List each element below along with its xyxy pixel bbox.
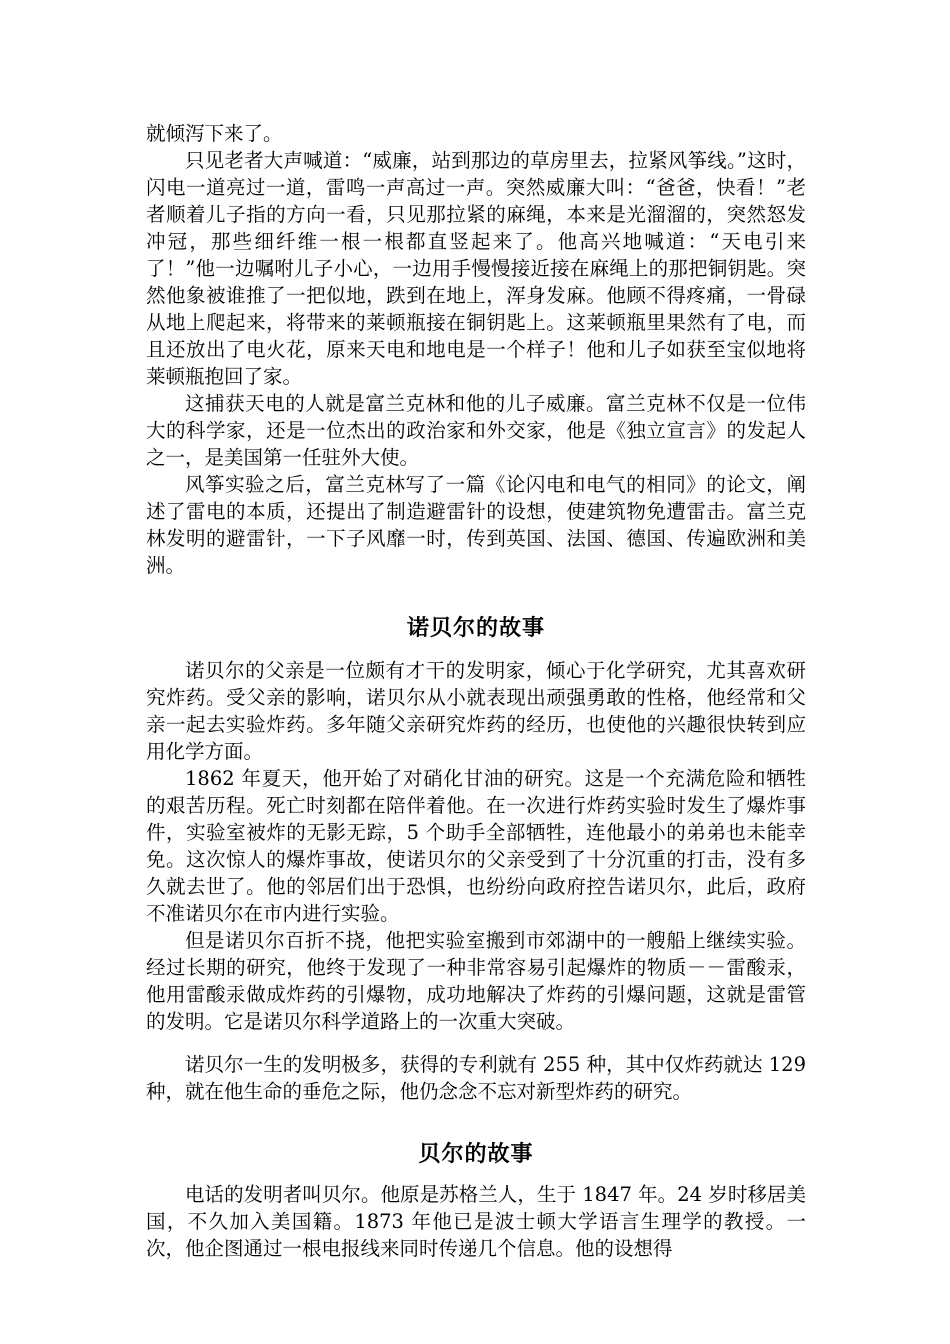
body-paragraph: 只见老者大声喊道：“威廉，站到那边的草房里去，拉紧风筝线。”这时，闪电一道亮过一道，雷鸣一声高过一声。突然威廉大叫：“爸爸，快看！”老者顺着儿子指的方向一看，只见那拉紧的麻绳，本来是光溜溜的，突然怒发冲冠，那些细纤维一根一根都直竖起来了。他高兴地喊道：“天电引来了！”他一边嘱咐儿子小心，一边用手慢慢接近接在麻绳上的那把铜钥匙。突然他象被谁推了一把似地，跌到在地上，浑身发麻。他顾不得疼痛，一骨碌从地上爬起来，将带来的莱顿瓶接在铜钥匙上。这莱顿瓶里果然有了电，而且还放出了电火花，原来天电和地电是一个样子！他和儿子如获至宝似地将莱顿瓶抱回了家。 bbox=[146, 149, 806, 388]
body-paragraph: 就倾泻下来了。 bbox=[146, 122, 283, 145]
section-title-nobel: 诺贝尔的故事 bbox=[406, 615, 545, 641]
section-title-bell: 贝尔的故事 bbox=[418, 1141, 534, 1167]
body-paragraph: 这捕获天电的人就是富兰克林和他的儿子威廉。富兰克林不仅是一位伟大的科学家，还是一位杰出的政治家和外交家，他是《独立宣言》的发起人之一，是美国第一任驻外大使。 bbox=[146, 392, 806, 469]
body-paragraph: 诺贝尔的父亲是一位颇有才干的发明家，倾心于化学研究，尤其喜欢研究炸药。受父亲的影响，诺贝尔从小就表现出顽强勇敢的性格，他经常和父亲一起去实验炸药。多年随父亲研究炸药的经历，也使他的兴趣很快转到应用化学方面。 bbox=[146, 659, 806, 763]
body-paragraph: 诺贝尔一生的发明极多，获得的专利就有 255 种，其中仅炸药就达 129 种，就在他生命的垂危之际，他仍念念不忘对新型炸药的研究。 bbox=[146, 1053, 806, 1103]
body-paragraph: 电话的发明者叫贝尔。他原是苏格兰人，生于 1847 年。24 岁时移居美国，不久加入美国籍。1873 年他已是波士顿大学语言生理学的教授。一次，他企图通过一根电报线来同时传递几个信息。他的设想得 bbox=[146, 1183, 806, 1260]
body-paragraph: 但是诺贝尔百折不挠，他把实验室搬到市郊湖中的一艘船上继续实验。经过长期的研究，他终于发现了一种非常容易引起爆炸的物质－－雷酸汞，他用雷酸汞做成炸药的引爆物，成功地解决了炸药的引爆问题，这就是雷管的发明。它是诺贝尔科学道路上的一次重大突破。 bbox=[146, 929, 806, 1033]
body-paragraph: 1862 年夏天，他开始了对硝化甘油的研究。这是一个充满危险和牺牲的艰苦历程。死亡时刻都在陪伴着他。在一次进行炸药实验时发生了爆炸事件，实验室被炸的无影无踪，5 个助手全部牺牲，连他最小的弟弟也未能幸免。这次惊人的爆炸事故，使诺贝尔的父亲受到了十分沉重的打击，没有多久就去世了。他的邻居们出于恐惧，也纷纷向政府控告诺贝尔，此后，政府不准诺贝尔在市内进行实验。 bbox=[146, 767, 806, 925]
body-paragraph: 风筝实验之后，富兰克林写了一篇《论闪电和电气的相同》的论文，阐述了雷电的本质，还提出了制造避雷针的设想，使建筑物免遭雷击。富兰克林发明的避雷针，一下子风靡一时，传到英国、法国、德国、传遍欧洲和美洲。 bbox=[146, 473, 806, 577]
document-page bbox=[146, 120, 806, 1262]
